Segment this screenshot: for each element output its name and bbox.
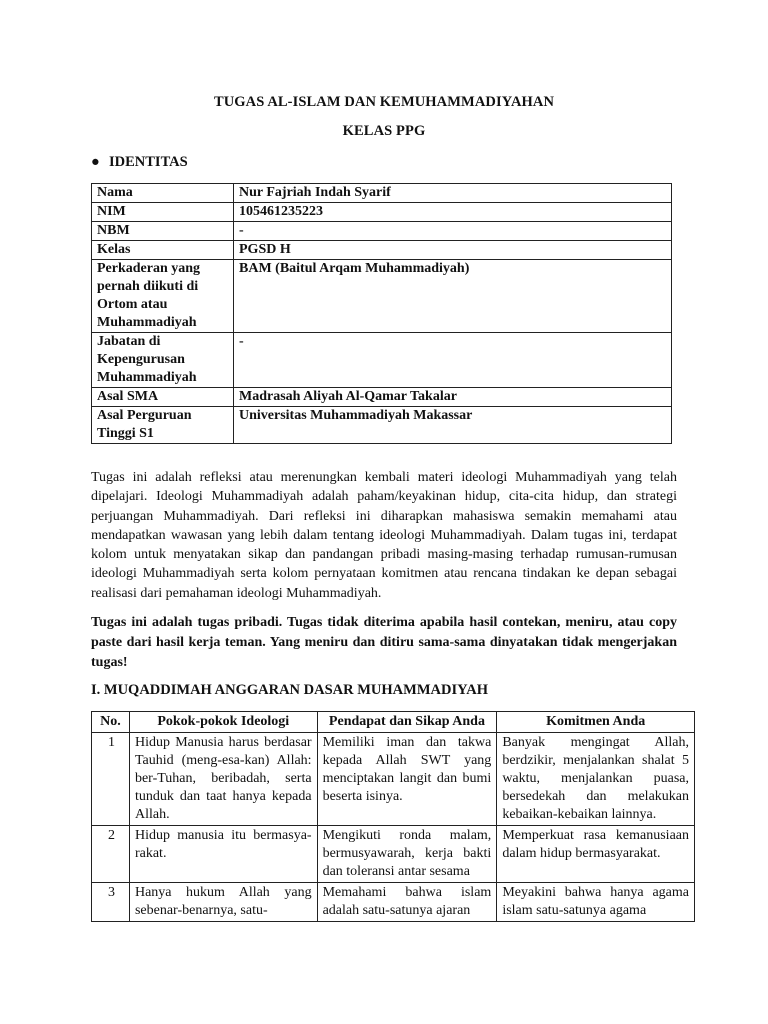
row-number: 3 [92, 883, 130, 922]
warning-paragraph: Tugas ini adalah tugas pribadi. Tugas tidak diterima apabila hasil contekan, meniru, atau copy paste dari hasil kerja teman. Yang meniru dan ditiru sama-sama dinyatakan tidak mengerjakan tugas! [91, 615, 677, 670]
page-bottom-margin [0, 928, 768, 1024]
document-subtitle: KELAS PPG [342, 123, 426, 139]
table-row [92, 388, 672, 407]
table-row [92, 407, 672, 444]
table-header-row [92, 712, 695, 733]
identity-label: Kelas [92, 241, 234, 260]
identity-label: Nama [92, 184, 234, 203]
bullet-icon: ● [91, 154, 100, 170]
table-row [92, 883, 695, 922]
table-row [92, 333, 672, 388]
identity-label: Asal Perguruan Tinggi S1 [92, 407, 234, 444]
column-header-pokok: Pokok-pokok Ideologi [129, 712, 317, 733]
row-komitmen: Meyakini bahwa hanya agama islam satu-satunya agama [497, 883, 695, 922]
identity-value: Universitas Muhammadiyah Makassar [234, 407, 672, 444]
table-row [92, 184, 672, 203]
table-row [92, 826, 695, 883]
row-pendapat: Memahami bahwa islam adalah satu-satunya ajaran [317, 883, 497, 922]
identity-value: BAM (Baitul Arqam Muhammadiyah) [234, 260, 672, 333]
identity-table [91, 183, 672, 444]
identity-heading [91, 154, 188, 171]
identity-value: - [234, 222, 672, 241]
identity-heading-text: IDENTITAS [109, 154, 188, 170]
row-pokok: Hidup Manusia harus berdasar Tauhid (meng-esa-kan) Allah: ber-Tuhan, beribadah, serta tunduk dan taat hanya kepada Allah. [129, 733, 317, 826]
row-number: 2 [92, 826, 130, 883]
row-pendapat: Mengikuti ronda malam, bermusyawarah, kerja bakti dan toleransi antar sesama [317, 826, 497, 883]
table-row [92, 241, 672, 260]
document-title: TUGAS AL-ISLAM DAN KEMUHAMMADIYAHAN [213, 94, 555, 110]
identity-label: Perkaderan yang pernah diikuti di Ortom atau Muhammadiyah [92, 260, 234, 333]
identity-value: - [234, 333, 672, 388]
row-pokok: Hanya hukum Allah yang sebenar-benarnya, satu- [129, 883, 317, 922]
row-pokok: Hidup manusia itu bermasya-rakat. [129, 826, 317, 883]
identity-value: Madrasah Aliyah Al-Qamar Takalar [234, 388, 672, 407]
table-row [92, 222, 672, 241]
row-number: 1 [92, 733, 130, 826]
intro-paragraph: Tugas ini adalah refleksi atau merenungkan kembali materi ideologi Muhammadiyah yang telah dipelajari. Ideologi Muhammadiyah adalah paham/keyakinan hidup, cita-cita hidup, dan strategi perjuangan Muhammadiyah. Dari refleksi ini diharapkan mahasiswa semakin memahami atau mendapatkan wawasan yang lebih dalam tentang ideologi Muhammadiyah. Dalam tugas ini, terdapat kolom untuk menyatakan sikap dan pandangan pribadi masing-masing terhadap rumusan-rumusan ideologi Muhammadiyah serta kolom pernyataan komitmen atau rencana tindakan ke depan sebagai realisasi dari pemahaman ideologi Muhammadiyah. [91, 470, 677, 601]
identity-label: NBM [92, 222, 234, 241]
table-row [92, 260, 672, 333]
column-header-no: No. [92, 712, 130, 733]
table-row [92, 203, 672, 222]
identity-value: Nur Fajriah Indah Syarif [234, 184, 672, 203]
identity-value: PGSD H [234, 241, 672, 260]
column-header-komitmen: Komitmen Anda [497, 712, 695, 733]
row-komitmen: Memperkuat rasa kemanusiaan dalam hidup bermasyarakat. [497, 826, 695, 883]
ideology-table [91, 711, 695, 922]
identity-label: Jabatan di Kepengurusan Muhammadiyah [92, 333, 234, 388]
table-row [92, 733, 695, 826]
column-header-pendapat: Pendapat dan Sikap Anda [317, 712, 497, 733]
row-komitmen: Banyak mengingat Allah, berdzikir, menjalankan shalat 5 waktu, menjalankan puasa, bersedekah dan melakukan kebaikan-kebaikan lainnya. [497, 733, 695, 826]
identity-label: NIM [92, 203, 234, 222]
section-heading: I. MUQADDIMAH ANGGARAN DASAR MUHAMMADIYAH [91, 682, 488, 698]
identity-label: Asal SMA [92, 388, 234, 407]
identity-value: 105461235223 [234, 203, 672, 222]
row-pendapat: Memiliki iman dan takwa kepada Allah SWT yang menciptakan langit dan bumi beserta isinya. [317, 733, 497, 826]
